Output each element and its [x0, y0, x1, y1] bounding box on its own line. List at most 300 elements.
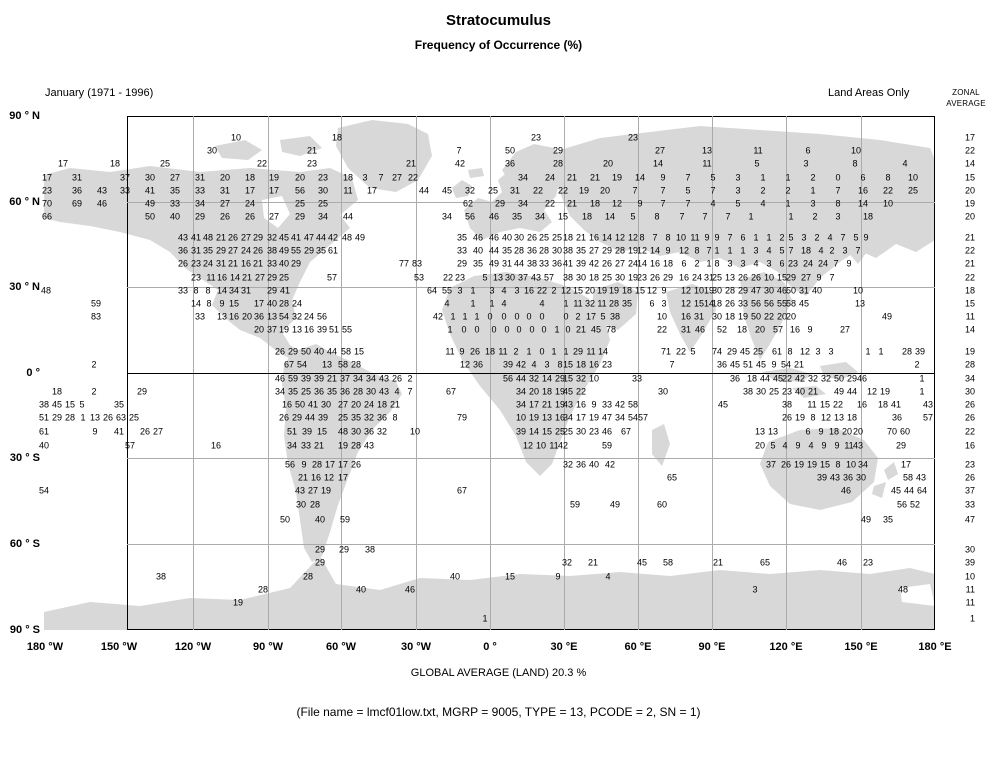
grid-value: 30 [575, 426, 587, 437]
grid-value: 45 [636, 557, 648, 568]
grid-value: 34 [534, 211, 546, 222]
grid-value: 20 [253, 324, 265, 335]
grid-value: 41 [279, 285, 291, 296]
grid-value: 83 [90, 311, 102, 322]
grid-value: 46 [836, 557, 848, 568]
grid-value: 11 [445, 346, 455, 357]
grid-value: 21 [306, 145, 318, 156]
grid-value: 18 [711, 298, 723, 309]
grid-value: 42 [432, 311, 444, 322]
grid-value: 16 [240, 258, 252, 269]
grid-value: 3 [740, 258, 746, 269]
grid-value: 56 [464, 211, 476, 222]
grid-value: 28 [278, 298, 290, 309]
grid-value: 20 [584, 285, 596, 296]
grid-value: 10 [409, 426, 421, 437]
grid-value: 29 [290, 258, 302, 269]
zonal-average-value: 26 [964, 412, 975, 423]
grid-value: 17 [268, 185, 280, 196]
zonal-average-value: 39 [964, 557, 975, 568]
grid-value: 50 [785, 285, 797, 296]
grid-value: 41 [113, 426, 125, 437]
grid-value: 10 [230, 132, 242, 143]
grid-value: 11 [498, 346, 508, 357]
longitude-label: 30 °W [400, 641, 432, 653]
grid-value: 35 [472, 258, 484, 269]
grid-value: 10 [515, 412, 527, 423]
grid-value: 52 [909, 499, 921, 510]
grid-value: 39 [313, 373, 325, 384]
grid-value: 8 [810, 412, 816, 423]
grid-value: 40 [588, 459, 600, 470]
grid-value: 9 [714, 232, 720, 243]
grid-value: 28 [350, 359, 362, 370]
grid-value: 23 [190, 258, 202, 269]
grid-value: 12 [866, 386, 878, 397]
grid-value: 16 [303, 324, 315, 335]
grid-value: 33 [266, 258, 278, 269]
grid-value: 20 [219, 172, 231, 183]
grid-value: 0 [835, 172, 841, 183]
latitude-label: 60 ° S [9, 538, 40, 550]
grid-value: 9 [591, 399, 597, 410]
grid-value: 4 [753, 258, 759, 269]
grid-value: 10 [656, 311, 668, 322]
grid-value: 1 [482, 613, 488, 624]
grid-value: 49 [144, 198, 156, 209]
grid-value: 19 [794, 412, 806, 423]
grid-value: 3 [835, 211, 841, 222]
grid-value: 33 [169, 198, 181, 209]
grid-value: 8 [714, 258, 720, 269]
grid-value: 21 [587, 557, 599, 568]
grid-value: 55 [290, 245, 302, 256]
grid-value: 33 [601, 399, 613, 410]
grid-value: 31 [693, 311, 705, 322]
grid-value: 70 [41, 198, 53, 209]
grid-value: 29 [252, 232, 264, 243]
grid-value: 26 [350, 459, 362, 470]
grid-value: 53 [413, 272, 425, 283]
grid-value: 15 [504, 571, 516, 582]
grid-value: 38 [562, 245, 574, 256]
grid-value: 19 [806, 459, 818, 470]
grid-value: 30 [763, 285, 775, 296]
grid-value: 43 [363, 440, 375, 451]
grid-value: 2 [91, 386, 97, 397]
grid-value: 39 [914, 346, 926, 357]
grid-value: 21 [241, 272, 253, 283]
grid-value: 25 [554, 426, 566, 437]
grid-value: 4 [394, 386, 400, 397]
grid-value: 5 [710, 172, 716, 183]
grid-value: 18 [736, 324, 748, 335]
grid-value: 39 [301, 426, 313, 437]
grid-value: 11 [807, 399, 817, 410]
grid-value: 62 [462, 198, 474, 209]
grid-value: 4 [782, 440, 788, 451]
grid-value: 5 [754, 158, 760, 169]
grid-value: 7 [652, 232, 658, 243]
grid-value: 49 [609, 499, 621, 510]
grid-value: 1 [810, 185, 816, 196]
grid-value: 45 [739, 346, 751, 357]
grid-value: 19 [596, 285, 608, 296]
grid-value: 28 [513, 245, 525, 256]
grid-value: 31 [240, 285, 252, 296]
grid-value: 25 [538, 232, 550, 243]
grid-value: 21 [575, 324, 587, 335]
grid-value: 18 [588, 272, 600, 283]
grid-value: 33 [119, 185, 131, 196]
grid-value: 2 [575, 311, 581, 322]
grid-value: 8 [665, 232, 671, 243]
grid-value: 44 [342, 211, 354, 222]
grid-value: 37 [517, 272, 529, 283]
grid-value: 2 [812, 211, 818, 222]
grid-value: 9 [661, 285, 667, 296]
grid-value: 18 [562, 232, 574, 243]
grid-value: 34 [317, 211, 329, 222]
grid-value: 19 [578, 185, 590, 196]
grid-value: 26 [601, 258, 613, 269]
grid-value: 16 [281, 399, 293, 410]
grid-value: 3 [514, 285, 520, 296]
grid-value: 18 [51, 386, 63, 397]
grid-value: 58 [340, 346, 352, 357]
grid-value: 34 [857, 459, 869, 470]
grid-value: 11 [573, 298, 583, 309]
grid-value: 14 [634, 172, 646, 183]
grid-value: 16 [210, 440, 222, 451]
grid-value: 30 [855, 472, 867, 483]
grid-value: 0 [526, 311, 532, 322]
grid-value: 34 [365, 373, 377, 384]
grid-value: 3 [735, 172, 741, 183]
grid-value: 55 [776, 298, 788, 309]
grid-value: 50 [279, 514, 291, 525]
longitude-label: 180 °W [26, 641, 64, 653]
zonal-average-value: 21 [964, 258, 975, 269]
grid-value: 25 [907, 185, 919, 196]
grid-value: 19 [268, 172, 280, 183]
grid-value: 3 [801, 232, 807, 243]
grid-value: 65 [759, 557, 771, 568]
grid-value: 29 [215, 245, 227, 256]
grid-value: 40 [314, 514, 326, 525]
grid-value: 43 [378, 386, 390, 397]
grid-value: 24 [802, 258, 814, 269]
grid-value: 10 [882, 198, 894, 209]
grid-value: 17 [244, 185, 256, 196]
grid-value: 0 [516, 324, 522, 335]
grid-value: 1 [706, 258, 712, 269]
grid-value: 7 [788, 245, 794, 256]
grid-value: 45 [755, 359, 767, 370]
grid-value: 14 [216, 285, 228, 296]
grid-value: 19 [320, 485, 332, 496]
grid-value: 33 [300, 440, 312, 451]
zonal-average-value: 10 [964, 571, 975, 582]
grid-value: 29 [572, 346, 584, 357]
grid-value: 44 [326, 346, 338, 357]
grid-value: 15 [693, 298, 705, 309]
grid-value: 4 [444, 298, 450, 309]
grid-value: 19 [879, 386, 891, 397]
grid-value: 26 [139, 426, 151, 437]
grid-value: 17 [528, 399, 540, 410]
grid-value: 57 [772, 324, 784, 335]
grid-value: 38 [781, 399, 793, 410]
grid-value: 34 [194, 198, 206, 209]
grid-value: 67 [456, 485, 468, 496]
grid-value: 18 [109, 158, 121, 169]
grid-value: 3 [735, 185, 741, 196]
grid-value: 12 [611, 198, 623, 209]
grid-value: 8 [835, 198, 841, 209]
grid-value: 16 [856, 399, 868, 410]
grid-value: 26 [750, 272, 762, 283]
grid-value: 46 [404, 584, 416, 595]
grid-value: 69 [71, 198, 83, 209]
grid-value: 3 [815, 346, 821, 357]
grid-value: 9 [846, 258, 852, 269]
grid-value: 1 [80, 412, 86, 423]
zonal-average-value: 11 [965, 597, 975, 608]
grid-value: 21 [575, 232, 587, 243]
grid-value: 29 [294, 211, 306, 222]
grid-value: 36 [729, 373, 741, 384]
grid-value: 24 [544, 172, 556, 183]
grid-value: 50 [144, 211, 156, 222]
grid-value: 46 [488, 232, 500, 243]
grid-value: 42 [588, 258, 600, 269]
grid-value: 4 [605, 571, 611, 582]
grid-value: 2 [810, 172, 816, 183]
grid-value: 9 [555, 571, 561, 582]
grid-value: 40 [278, 258, 290, 269]
grid-value: 34 [562, 412, 574, 423]
grid-value: 29 [662, 272, 674, 283]
grid-value: 17 [900, 459, 912, 470]
grid-value: 14 [597, 346, 609, 357]
grid-value: 61 [38, 426, 50, 437]
grid-value: 38 [155, 571, 167, 582]
grid-value: 39 [502, 359, 514, 370]
grid-value: 39 [515, 426, 527, 437]
grid-value: 12 [799, 346, 811, 357]
grid-value: 23 [306, 158, 318, 169]
grid-value: 29 [287, 346, 299, 357]
grid-value: 31 [680, 324, 692, 335]
grid-value: 3 [766, 258, 772, 269]
grid-value: 20 [776, 311, 788, 322]
grid-value: 15 [562, 373, 574, 384]
grid-value: 2 [779, 232, 785, 243]
grid-value: 9 [816, 272, 822, 283]
grid-value: 13 [321, 359, 333, 370]
zonal-average-value: 22 [964, 245, 975, 256]
grid-value: 30 [755, 386, 767, 397]
longitude-label: 120 °E [769, 641, 803, 653]
zonal-average-value: 16 [964, 440, 975, 451]
grid-value: 45 [890, 485, 902, 496]
grid-value: 31 [509, 185, 521, 196]
grid-value: 29 [552, 145, 564, 156]
grid-value: 9 [637, 198, 643, 209]
grid-value: 21 [712, 557, 724, 568]
grid-value: 29 [726, 346, 738, 357]
grid-value: 3 [752, 584, 758, 595]
grid-value: 45 [590, 324, 602, 335]
grid-value: 7 [840, 232, 846, 243]
grid-value: 7 [378, 172, 384, 183]
zonal-average-value: 28 [964, 359, 975, 370]
grid-value: 22 [256, 158, 268, 169]
grid-value: 64 [916, 485, 928, 496]
grid-value: 29 [456, 258, 468, 269]
grid-value: 29 [601, 245, 613, 256]
grid-value: 9 [704, 232, 710, 243]
grid-value: 19 [278, 324, 290, 335]
grid-value: 56 [896, 499, 908, 510]
grid-value: 13 [291, 324, 303, 335]
grid-value: 66 [41, 211, 53, 222]
grid-value: 54 [296, 359, 308, 370]
grid-value: 5 [482, 272, 488, 283]
grid-value: 25 [128, 412, 140, 423]
grid-value: 70 [886, 426, 898, 437]
grid-value: 5 [735, 198, 741, 209]
grid-value: 25 [752, 346, 764, 357]
grid-value: 58 [902, 472, 914, 483]
grid-value: 23 [601, 359, 613, 370]
grid-value: 27 [307, 485, 319, 496]
grid-value: 7 [833, 258, 839, 269]
grid-value: 5 [685, 185, 691, 196]
grid-value: 40 [169, 211, 181, 222]
grid-value: 36 [376, 412, 388, 423]
grid-value: 23 [454, 272, 466, 283]
grid-value: 13 [266, 311, 278, 322]
zonal-average-value: 22 [964, 426, 975, 437]
zonal-average-value: 15 [964, 298, 975, 309]
longitude-label: 90 °E [698, 641, 726, 653]
grid-value: 36 [716, 359, 728, 370]
grid-value: 24 [691, 272, 703, 283]
grid-value: 12 [627, 232, 639, 243]
grid-value: 1 [785, 172, 791, 183]
latitude-label: 90 ° N [9, 110, 40, 122]
grid-value: 4 [766, 245, 772, 256]
zonal-average-value: 19 [964, 346, 975, 357]
grid-value: 9 [660, 172, 666, 183]
grid-value: 33 [538, 258, 550, 269]
grid-value: 30 [295, 499, 307, 510]
grid-value: 38 [364, 544, 376, 555]
grid-value: 35 [169, 185, 181, 196]
grid-value: 39 [317, 412, 329, 423]
grid-value: 54 [38, 485, 50, 496]
grid-value: 1 [450, 311, 456, 322]
grid-value: 18 [331, 132, 343, 143]
grid-value: 8 [639, 232, 645, 243]
grid-value: 46 [488, 211, 500, 222]
grid-value: 26 [219, 211, 231, 222]
grid-value: 14 [604, 211, 616, 222]
grid-value: 27 [800, 272, 812, 283]
grid-value: 21 [566, 172, 578, 183]
grid-value: 1 [785, 198, 791, 209]
grid-value: 9 [863, 232, 869, 243]
grid-value: 46 [840, 485, 852, 496]
grid-value: 15 [316, 426, 328, 437]
grid-value: 35 [511, 211, 523, 222]
grid-value: 12 [678, 245, 690, 256]
grid-value: 3 [362, 172, 368, 183]
grid-value: 29 [291, 412, 303, 423]
grid-value: 32 [584, 298, 596, 309]
grid-value: 35 [882, 514, 894, 525]
grid-value: 1 [740, 245, 746, 256]
grid-value: 4 [827, 232, 833, 243]
grid-value: 48 [897, 584, 909, 595]
grid-value: 18 [828, 426, 840, 437]
grid-value: 30 [575, 272, 587, 283]
grid-value: 19 [627, 272, 639, 283]
grid-value: 36 [504, 158, 516, 169]
grid-value: 1 [474, 311, 480, 322]
zonal-average-value: 34 [964, 373, 975, 384]
grid-value: 22 [442, 272, 454, 283]
grid-value: 21 [252, 258, 264, 269]
grid-value: 19 [554, 399, 566, 410]
grid-value: 52 [716, 324, 728, 335]
grid-value: 13 [216, 311, 228, 322]
grid-value: 18 [862, 211, 874, 222]
grid-value: 67 [620, 426, 632, 437]
grid-value: 36 [339, 386, 351, 397]
grid-value: 15 [64, 399, 76, 410]
grid-value: 0 [474, 324, 480, 335]
grid-value: 47 [601, 412, 613, 423]
grid-value: 7 [702, 211, 708, 222]
grid-value: 22 [675, 346, 687, 357]
grid-value: 56 [284, 459, 296, 470]
grid-value: 40 [313, 346, 325, 357]
grid-value: 28 [724, 285, 736, 296]
grid-value: 8 [654, 211, 660, 222]
grid-value: 37 [119, 172, 131, 183]
grid-value: 14 [541, 373, 553, 384]
grid-value: 67 [445, 386, 457, 397]
grid-value: 1 [714, 245, 720, 256]
grid-value: 57 [124, 440, 136, 451]
grid-value: 10 [588, 373, 600, 384]
grid-value: 77 [398, 258, 410, 269]
grid-value: 1 [462, 311, 468, 322]
grid-value: 3 [803, 158, 809, 169]
zonal-average-value: 11 [965, 584, 975, 595]
grid-value: 9 [665, 245, 671, 256]
grid-value: 29 [51, 412, 63, 423]
grid-value: 65 [666, 472, 678, 483]
longitude-label: 90 °W [252, 641, 284, 653]
grid-value: 12 [323, 472, 335, 483]
grid-value: 26 [724, 298, 736, 309]
grid-value: 7 [685, 198, 691, 209]
grid-value: 1 [470, 298, 476, 309]
